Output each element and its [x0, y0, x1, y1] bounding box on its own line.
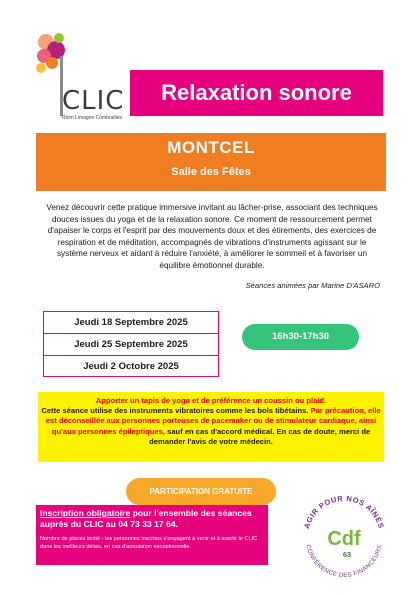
location-hall: Salle des Fêtes [171, 166, 251, 178]
notice-rest: sauf en cas d'accord médical. En cas de doute, merci de demander l'avis de votre médecin. [149, 426, 371, 446]
registration-box [36, 505, 268, 565]
date-item: Jeudi 2 Octobre 2025 [83, 361, 179, 372]
location-banner [36, 133, 386, 191]
seal-number: 63 [342, 550, 352, 559]
date-item: Jeudi 18 Septembre 2025 [44, 312, 218, 334]
dates-box [43, 311, 219, 377]
registration-note: Nombre de places limité - les personnes inscrites s'engagent à venir et à avertir le CLIC dans les meilleurs délais, en cas d'annulation exceptionnelle. [40, 536, 258, 550]
location-place: MONTCEL [167, 138, 255, 157]
registration-contact: pour l'ensemble des séances auprès du CLIC au 04 73 33 17 64. [40, 508, 252, 529]
seal-top-text: AGIR POUR NOS AÎNÉS [302, 493, 386, 530]
title-banner [130, 70, 383, 116]
description-paragraph: Venez découvrir cette pratique immersive invitant au lâcher-prise, associant des techniques douces issues du yoga et de la relaxation sonore. Ce moment de ressourcement permet d'apaiser le corps et l'esprit par des mouvements doux et des étirements, des exercices de respiration et de méditation, accompagnés de vibrations d'instruments agissant sur le système nerveux et aidant à réduire l'anxiété, à améliorer le sommeil et à favoriser un équilibre émotionnel durable. [46, 203, 378, 270]
seal-logo-text: Cdf [327, 528, 361, 550]
conference-financeurs-seal-icon [294, 487, 394, 587]
clic-logo-subtitle: Riom Limagne Combrailles [62, 115, 123, 121]
registration-required: Inscription obligatoire [40, 508, 131, 518]
notice-caution: Par précaution, elle est déconseillée aux personnes porteuses de pacemaker ou de stimulateur cardiaque, ainsi qu'aux personnes épileptiques, [45, 406, 381, 436]
hours-badge: 16h30-17h30 [242, 324, 359, 350]
participation-badge: PARTICIPATION GRATUITE [126, 478, 276, 505]
page-title: Relaxation sonore [161, 80, 352, 105]
animated-by-text: Séances animées par Marine D'ASARO [245, 281, 380, 290]
clic-logo-text: CLIC [62, 86, 125, 116]
notice-line1: Apporter un tapis de yoga et de préférence un coussin ou plaid. [95, 396, 327, 405]
notice-box [38, 392, 384, 462]
seal-bottom-text: CONFÉRENCE DES FINANCEURS [304, 544, 384, 580]
notice-line2: Cette séance utilise des instruments vibratoires comme les bols tibétains. [41, 406, 309, 416]
date-item: Jeudi 25 Septembre 2025 [44, 334, 218, 356]
